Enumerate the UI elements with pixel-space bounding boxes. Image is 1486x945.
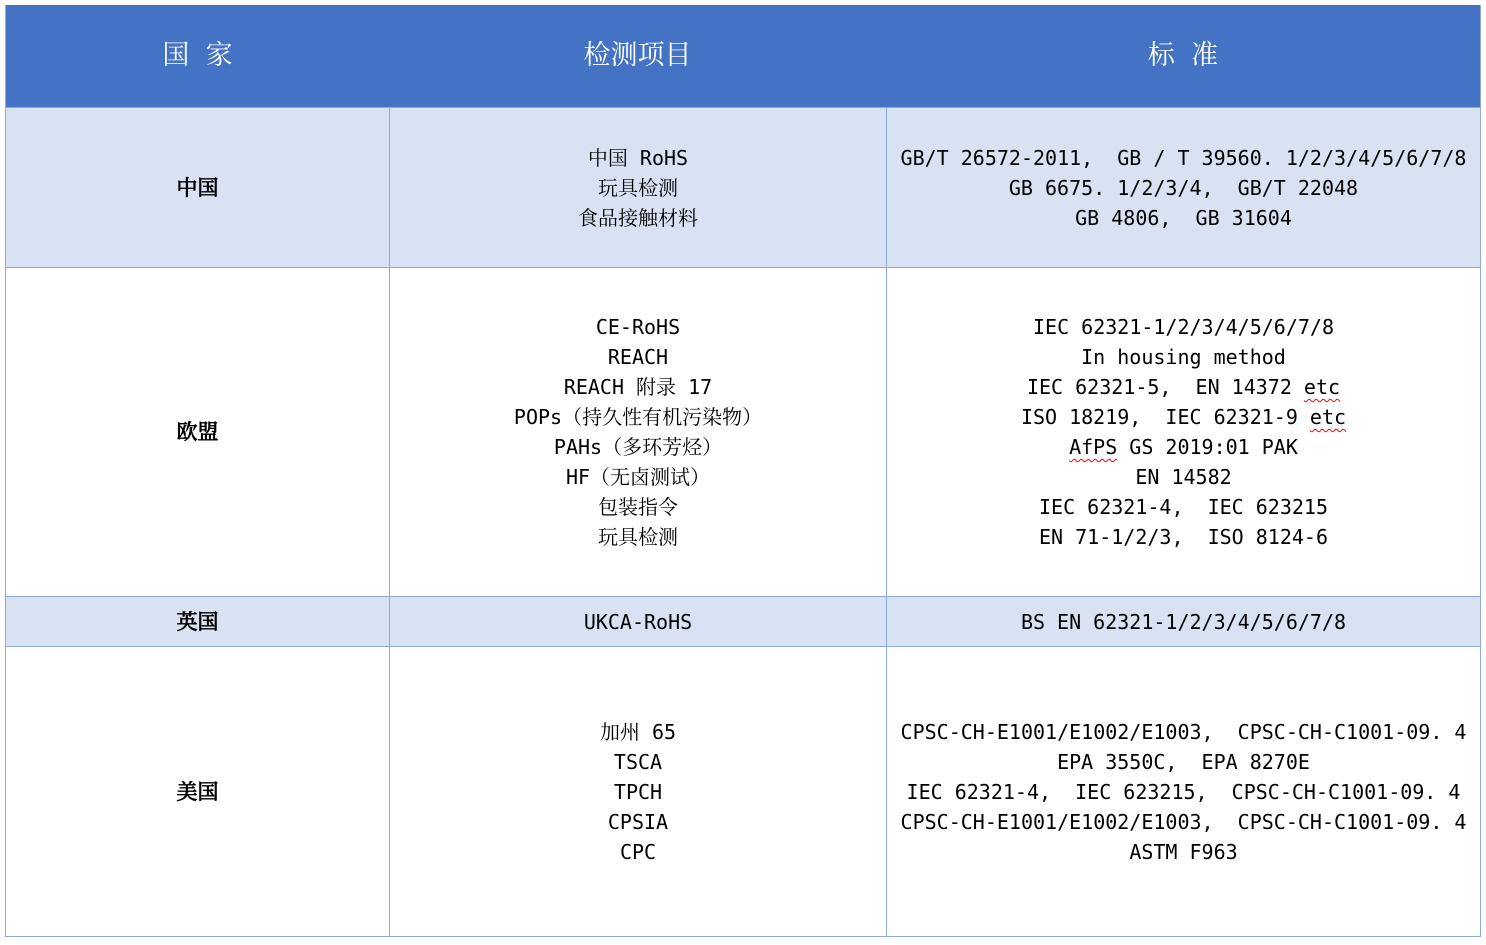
standards-cell [886, 268, 1480, 596]
country-cell [6, 597, 389, 646]
country-cell [6, 108, 389, 267]
standards-table [5, 5, 1481, 937]
standards-cell [886, 597, 1480, 646]
table-row [6, 267, 1480, 596]
standard-line [1129, 837, 1237, 867]
test-item: UKCA-RoHS [583, 609, 693, 634]
text-segment: EN 14582 [1135, 465, 1232, 489]
country-name: 英国 [176, 609, 219, 634]
test-item: 加州 65 [599, 719, 677, 744]
text-segment: GS 2019:01 PAK [1117, 435, 1298, 459]
text-segment: IEC 62321-1/2/3/4/5/6/7/8 [1032, 315, 1335, 339]
test-item: TPCH [613, 779, 663, 804]
test-items-cell [389, 108, 886, 267]
standard-line [1081, 342, 1286, 372]
standards-cell [886, 647, 1480, 936]
table-body [6, 107, 1480, 936]
header-label-country: 国 家 [162, 40, 233, 71]
test-item: 中国 RoHS [587, 145, 689, 170]
text-segment: GB/T 26572-2011, GB / T 39560. 1/2/3/4/5/6/7/8 [900, 145, 1467, 170]
standard-line [901, 143, 1467, 173]
text-segment: IEC 62321-5, EN 14372 [1026, 375, 1304, 399]
test-item: 玩具检测 [598, 175, 678, 200]
header-label-standards: 标 准 [1147, 40, 1219, 71]
country-cell [6, 647, 389, 936]
standard-line [907, 777, 1461, 807]
standard-line [1033, 312, 1334, 342]
header-cell-standards [886, 5, 1480, 107]
standard-line [1027, 372, 1340, 402]
standard-line [1135, 462, 1231, 492]
text-segment: CPSC-CH-E1001/E1002/E1003, CPSC-CH-C1001-09. 4 [900, 809, 1467, 834]
text-segment: EN 71-1/2/3, ISO 8124-6 [1039, 525, 1328, 549]
test-item: HF（无卤测试） [565, 465, 711, 489]
text-segment: CPSC-CH-E1001/E1002/E1003, CPSC-CH-C1001-09. 4 [900, 719, 1467, 744]
test-item: CE-RoHS [595, 315, 681, 339]
text-segment: ISO 18219, IEC 62321-9 [1020, 405, 1310, 429]
header-cell-country [6, 5, 389, 107]
standard-line [1021, 607, 1346, 637]
test-item: REACH [607, 345, 669, 369]
standard-line [901, 717, 1467, 747]
misspelled-word: AfPS [1069, 435, 1118, 459]
table-row [6, 646, 1480, 936]
test-item: REACH 附录 17 [563, 375, 713, 399]
standard-line [1039, 522, 1328, 552]
test-items-cell [389, 268, 886, 596]
standard-line [1009, 173, 1358, 203]
standard-line [1039, 492, 1328, 522]
table-row [6, 107, 1480, 267]
test-item: PAHs（多环芳烃） [553, 435, 723, 459]
text-segment: IEC 62321-4, IEC 623215 [1039, 495, 1328, 519]
standard-line [1021, 402, 1346, 432]
test-item: 食品接触材料 [578, 205, 698, 230]
test-items-cell [389, 647, 886, 936]
test-item: CPSIA [607, 809, 669, 834]
country-name: 美国 [176, 779, 219, 804]
text-segment: In housing method [1081, 345, 1286, 369]
text-segment: GB 6675. 1/2/3/4, GB/T 22048 [1008, 175, 1359, 200]
table-row [6, 596, 1480, 646]
country-cell [6, 268, 389, 596]
test-item: CPC [619, 839, 657, 864]
standard-line [1069, 432, 1298, 462]
test-item: TSCA [613, 749, 663, 774]
table-header-row [6, 5, 1480, 107]
country-name: 中国 [176, 175, 219, 200]
test-items-cell [389, 597, 886, 646]
test-item: 玩具检测 [598, 525, 678, 549]
header-cell-items [389, 5, 886, 107]
text-segment: GB 4806, GB 31604 [1075, 205, 1292, 230]
text-segment: IEC 62321-4, IEC 623215, CPSC-CH-C1001-09. 4 [906, 779, 1461, 804]
text-segment: EPA 3550C, EPA 8270E [1057, 749, 1310, 774]
standards-cell [886, 108, 1480, 267]
text-segment: BS EN 62321-1/2/3/4/5/6/7/8 [1020, 609, 1347, 634]
header-label-items: 检测项目 [583, 40, 692, 71]
test-item: 包装指令 [598, 495, 678, 519]
standard-line [901, 807, 1467, 837]
misspelled-word: etc [1309, 405, 1347, 429]
standard-line [1075, 203, 1292, 233]
country-name: 欧盟 [176, 420, 219, 444]
misspelled-word: etc [1303, 375, 1341, 399]
standard-line [1057, 747, 1310, 777]
text-segment: ASTM F963 [1129, 839, 1238, 864]
test-item: POPs（持久性有机污染物） [513, 405, 763, 429]
